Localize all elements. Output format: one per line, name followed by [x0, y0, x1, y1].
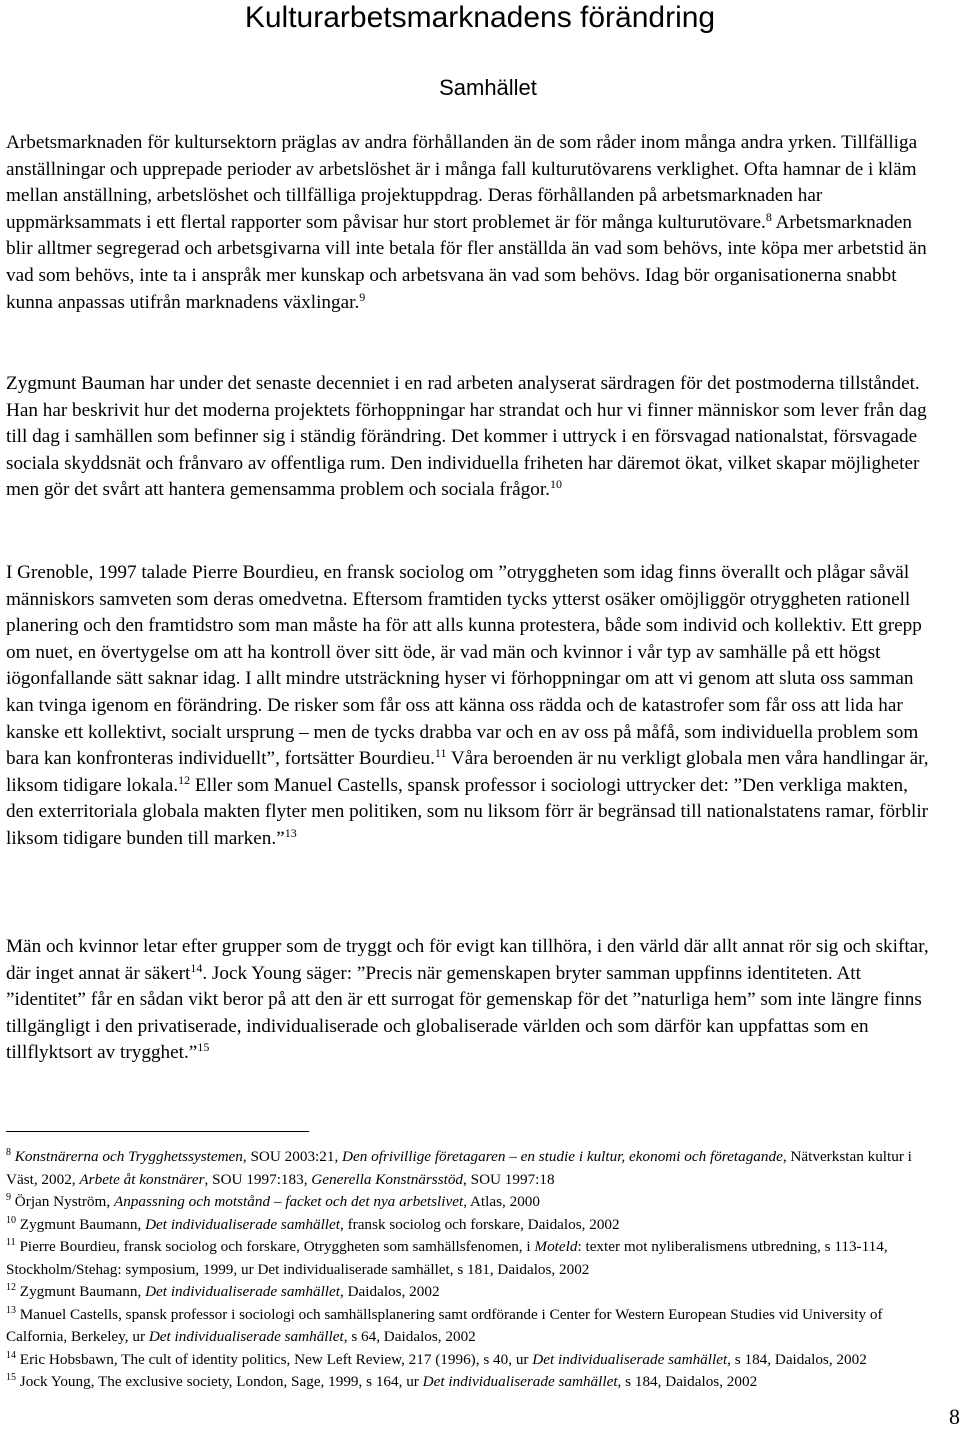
footnote-15: [6, 1371, 938, 1394]
footnote-9: [6, 1191, 938, 1214]
paragraph-text: I Grenoble, 1997 talade Pierre Bourdieu, en fransk sociolog om ”otryggheten som idag finns överallt och plågar såväl människors samveten som deras omedvetna. Eftersom framtiden tycks ytterst osäker omöjliggör otryggheten rationell planering och den framtidstro som man måste ha för att alls kunna protestera, både som individ och kollektiv. Ett grepp om nuet, en övertygelse om att ha kontroll över sitt öde, är vad män och kvinnor i vår typ av samhälle på ett högst iögonfallande sätt saknar idag. I allt mindre utsträckning hyser vi förhoppningar om att vi genom att sluta oss samman kan tvinga igenom en förändring. De risker som får oss att känna oss rädda och de katastrofer som får oss att lida har kanske ett kollektivt, socialt ursprung – men de tycks drabba var och en av oss på måfå, som individuella problem som bara kan konfronteras individuellt”, fortsätter Bourdieu.: [6, 562, 922, 770]
footnote-text: , Nätverkstan kultur i Väst, 2002,: [6, 1148, 912, 1188]
footnote-12: [6, 1281, 938, 1304]
footnote-ref-9[interactable]: 9: [359, 289, 366, 304]
paragraph-3: [6, 560, 938, 853]
footnote-title: Den ofrivillige företagaren – en studie i kultur, ekonomi och företagande: [342, 1148, 783, 1165]
footnote-ref-11[interactable]: 11: [434, 746, 447, 761]
footnote-text: , s 184, Daidalos, 2002: [617, 1373, 758, 1390]
footnote-text: , Daidalos, 2002: [339, 1283, 440, 1300]
footnote-text: Eric Hobsbawn, The cult of identity politics, New Left Review, 217 (1996), s 40, ur: [16, 1350, 533, 1368]
footnote-text: , SOU 1997:183,: [204, 1170, 312, 1188]
footnote-title: Arbete åt konstnärer: [79, 1170, 205, 1188]
footnote-number: 14: [6, 1349, 16, 1361]
footnote-number: 9: [6, 1192, 11, 1203]
footnote-text: Zygmunt Baumann,: [16, 1283, 146, 1300]
footnote-title: Det individualiserade samhället: [532, 1350, 728, 1368]
paragraph-text: Zygmunt Bauman har under det senaste decenniet i en rad arbeten analyserat särdragen för det postmoderna tillståndet. Han har beskrivit hur det moderna projektets förhoppningar har strandat och hur vi finner människor som lever från dag till dag i samhällen som befinner sig i ständig förändring. Det kommer i uttryck i en försvagad nationalstat, försvagade sociala skyddsnät och frånvaro av offentliga rum. Den individuella friheten har däremot ökat, vilket skapar möjligheter men gör det svårt att hantera gemensamma problem och sociala frågor.: [6, 373, 927, 501]
paragraph-text: . Jock Young säger: ”Precis när gemenskapen bryter samman uppfinns identiteten. Att ”identitet” får en sådan vikt beror på att den är ett surrogat för gemenskap för det ”naturliga hem” som inte längre finns tillgängligt i den privatiserade, individualiserade och globaliserade världen och som därför kan uppfattas som en tillflyktsort av trygghet.”: [6, 962, 922, 1064]
footnote-text: Manuel Castells, spansk professor i sociologi och samhällsplanering samt ordförande i Center for Western European Studies vid University of Calfornia, Berkeley, ur: [6, 1305, 883, 1345]
footnote-number: 12: [6, 1282, 16, 1293]
paragraph-2: [6, 371, 938, 504]
page-number: 8: [949, 1404, 960, 1429]
footnote-title: Anpassning och motstånd – facket och det nya arbetslivet: [113, 1193, 464, 1210]
footnote-13: [6, 1304, 938, 1349]
footnote-ref-14[interactable]: 14: [190, 960, 203, 975]
footnote-text: , s 64, Daidalos, 2002: [343, 1328, 476, 1345]
footnote-text: , s 184, Daidalos, 2002: [727, 1350, 867, 1368]
footnote-11: [6, 1236, 938, 1281]
footnote-ref-8[interactable]: 8: [765, 209, 772, 224]
paragraph-text: Arbetsmarknaden för kultursektorn präglas av andra förhållanden än de som råder inom många andra yrken. Tillfälliga anställningar och upprepade perioder av arbetslöshet är i många fall kulturutövarens verklighet. Ofta hamnar de i kläm mellan anställning, arbetslöshet och tillfälliga projektuppdrag. Deras förhållanden på arbetsmarknaden har uppmärksammats i ett flertal rapporter som påvisar hur stort problemet är för många kulturutövare.: [6, 132, 918, 233]
footnote-number: 10: [6, 1214, 16, 1226]
footnote-10: [6, 1214, 938, 1237]
footnote-14: [6, 1349, 938, 1372]
footnote-text: , fransk sociolog och forskare, Daidalos, 2002: [339, 1215, 620, 1233]
page-title: Kulturarbetsmarknadens förändring: [244, 1, 716, 34]
footnote-8: [6, 1146, 938, 1191]
footnote-number: 15: [6, 1372, 16, 1383]
paragraph-4: [6, 934, 938, 1067]
footnote-title: Det individualiserade samhället: [148, 1328, 344, 1345]
footnote-text: , SOU 2003:21,: [242, 1148, 343, 1165]
footnote-title: Konstnärerna och Trygghetssystemen: [14, 1148, 243, 1165]
paragraph-1: [6, 130, 938, 316]
paragraph-text: Arbetsmarknaden blir alltmer segregerad och arbetsgivarna vill inte betala för fler anställda än vad som behövs, inte köpa mer arbetstid än vad som behövs, inte ta i anspråk mer kunskap och arbetsvana än vad som behövs. Idag bör organisationerna snabbt kunna anpassas utifrån marknadens växlingar.: [6, 211, 927, 313]
footnote-text: : texter mot nyliberalismens utbredning, s 113-114, Stockholm/Stehag: symposium, 1999, ur Det individualiserade samhället, s 181, Daidalos, 2002: [6, 1238, 888, 1278]
paragraph-text: Våra beroenden är nu verkligt globala men våra handlingar är, liksom tidigare lokala.: [6, 748, 929, 796]
footnote-title: Det individualiserade samhället: [145, 1215, 340, 1233]
section-heading: Samhället: [439, 75, 537, 100]
footnote-title: Det individualiserade samhället: [145, 1283, 340, 1300]
footnote-ref-13[interactable]: 13: [284, 825, 297, 840]
footnote-number: 13: [6, 1304, 16, 1316]
footnote-ref-15[interactable]: 15: [197, 1040, 210, 1055]
footnote-ref-12[interactable]: 12: [178, 772, 191, 787]
paragraph-text: Eller som Manuel Castells, spansk professor i sociologi uttrycker det: ”Den verkliga makten, den exterritoriala globala makten flyter men politiken, som nu liksom förr är begränsad till nationalstatens ramar, förblir liksom tidigare bunden till marken.”: [6, 774, 929, 849]
footnote-divider: [6, 1131, 309, 1132]
footnote-title: Generella Konstnärsstöd: [311, 1170, 464, 1188]
footnotes: [6, 1146, 938, 1394]
footnote-text: Zygmunt Baumann,: [16, 1215, 146, 1233]
footnote-title: Moteld: [534, 1238, 578, 1255]
footnote-text: Jock Young, The exclusive society, London, Sage, 1999, s 164, ur: [16, 1373, 423, 1390]
footnote-number: 8: [6, 1147, 11, 1158]
footnote-number: 11: [6, 1237, 16, 1248]
footnote-text: Örjan Nyström,: [11, 1193, 114, 1210]
footnote-title: Det individualiserade samhället: [422, 1373, 618, 1390]
footnote-text: , Atlas, 2000: [463, 1193, 540, 1210]
footnote-text: Pierre Bourdieu, fransk sociolog och forskare, Otryggheten som samhällsfenomen, i: [15, 1238, 535, 1255]
paragraph-text: Män och kvinnor letar efter grupper som de tryggt och för evigt kan tillhöra, i den värld där allt annat rör sig och skiftar, där inget annat är säkert: [6, 936, 929, 984]
footnote-ref-10[interactable]: 10: [549, 477, 562, 492]
footnote-text: , SOU 1997:18: [463, 1170, 555, 1188]
